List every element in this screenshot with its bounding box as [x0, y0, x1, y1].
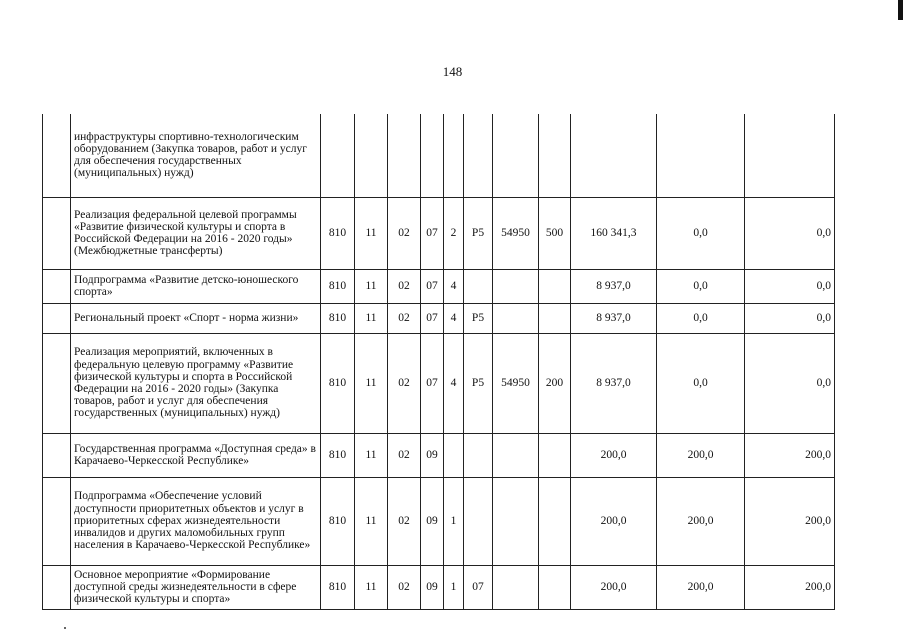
page-number: 148 — [442, 64, 463, 79]
cell-cs2: 4 — [444, 303, 464, 333]
cell-cs1: 07 — [421, 269, 444, 303]
cell-ved — [321, 114, 355, 197]
cell-rz: 11 — [355, 303, 388, 333]
cell-rz: 11 — [355, 333, 388, 433]
row-name-cell: Государственная программа «Доступная среда» в Карачаево-Черкесской Республике» — [71, 433, 321, 477]
cell-cs1: 07 — [421, 303, 444, 333]
cell-sum-2019: 200,0 — [571, 565, 657, 609]
cell-rz: 11 — [355, 269, 388, 303]
scan-speck — [64, 627, 66, 629]
budget-table-body — [43, 114, 835, 609]
table-row — [43, 269, 835, 303]
row-number-cell — [43, 477, 71, 565]
cell-sum-2019: 160 341,3 — [571, 197, 657, 269]
cell-cs1: 09 — [421, 565, 444, 609]
cell-sum-2020 — [657, 114, 745, 197]
cell-cs1: 07 — [421, 333, 444, 433]
cell-cs4 — [493, 269, 539, 303]
cell-cs2: 4 — [444, 269, 464, 303]
cell-rz: 11 — [355, 197, 388, 269]
table-row — [43, 197, 835, 269]
cell-cs4 — [493, 114, 539, 197]
cell-cs3 — [464, 114, 493, 197]
cell-rz: 11 — [355, 433, 388, 477]
cell-pr: 02 — [388, 565, 421, 609]
row-name-cell: Реализация мероприятий, включенных в федеральную целевую программу «Развитие физической культуры и спорта в Российской Федерации на 2016 - 2020 годы» (Закупка товаров, работ и услуг для обеспечения государственных (муниципальных) нужд) — [71, 333, 321, 433]
row-number-cell — [43, 333, 71, 433]
cell-sum-2019: 200,0 — [571, 477, 657, 565]
row-name-cell: Подпрограмма «Обеспечение условий доступности приоритетных объектов и услуг в приоритетных сферах жизнедеятельности инвалидов и других маломобильных групп населения в Карачаево-Черкесской Республике» — [71, 477, 321, 565]
cell-pr: 02 — [388, 197, 421, 269]
cell-sum-2020: 0,0 — [657, 269, 745, 303]
cell-cs2: 1 — [444, 565, 464, 609]
cell-cs3 — [464, 269, 493, 303]
cell-cs1: 07 — [421, 197, 444, 269]
cell-sum-2021: 200,0 — [745, 477, 835, 565]
cell-pr: 02 — [388, 477, 421, 565]
cell-sum-2021: 0,0 — [745, 303, 835, 333]
row-number-cell — [43, 433, 71, 477]
row-name-cell: Подпрограмма «Развитие детско-юношеского спорта» — [71, 269, 321, 303]
cell-rz: 11 — [355, 477, 388, 565]
row-number-cell — [43, 565, 71, 609]
cell-sum-2019: 8 937,0 — [571, 269, 657, 303]
cell-sum-2021: 200,0 — [745, 433, 835, 477]
cell-vr — [539, 433, 571, 477]
cell-sum-2020: 200,0 — [657, 477, 745, 565]
row-number-cell — [43, 114, 71, 197]
cell-rz: 11 — [355, 565, 388, 609]
row-number-cell — [43, 269, 71, 303]
row-name-cell: Региональный проект «Спорт - норма жизни» — [71, 303, 321, 333]
cell-sum-2020: 200,0 — [657, 433, 745, 477]
cell-vr — [539, 269, 571, 303]
row-number-cell — [43, 303, 71, 333]
cell-vr — [539, 565, 571, 609]
table-row — [43, 565, 835, 609]
cell-cs4 — [493, 477, 539, 565]
cell-sum-2019 — [571, 114, 657, 197]
cell-sum-2021: 0,0 — [745, 269, 835, 303]
cell-sum-2021: 200,0 — [745, 565, 835, 609]
cell-sum-2020: 0,0 — [657, 333, 745, 433]
cell-vr — [539, 477, 571, 565]
table-row — [43, 333, 835, 433]
cell-vr: 500 — [539, 197, 571, 269]
cell-cs3 — [464, 477, 493, 565]
cell-cs4 — [493, 565, 539, 609]
cell-cs2: 4 — [444, 333, 464, 433]
row-name-cell: инфраструктуры спортивно-технологическим оборудованием (Закупка товаров, работ и услуг для обеспечения государственных (муниципальных) нужд) — [71, 114, 321, 197]
cell-pr: 02 — [388, 269, 421, 303]
cell-pr — [388, 114, 421, 197]
row-number-cell — [43, 197, 71, 269]
cell-rz — [355, 114, 388, 197]
cell-pr: 02 — [388, 303, 421, 333]
cell-sum-2021: 0,0 — [745, 333, 835, 433]
cell-cs3 — [464, 433, 493, 477]
row-name-cell: Реализация федеральной целевой программы «Развитие физической культуры и спорта в Российской Федерации на 2016 - 2020 годы» (Межбюджетные трансферты) — [71, 197, 321, 269]
cell-cs3: P5 — [464, 303, 493, 333]
cell-sum-2020: 0,0 — [657, 303, 745, 333]
cell-vr: 200 — [539, 333, 571, 433]
cell-cs4 — [493, 433, 539, 477]
cell-cs3: P5 — [464, 333, 493, 433]
cell-ved: 810 — [321, 269, 355, 303]
cell-cs3: P5 — [464, 197, 493, 269]
cell-sum-2021: 0,0 — [745, 197, 835, 269]
cell-cs2 — [444, 433, 464, 477]
cell-ved: 810 — [321, 565, 355, 609]
scan-edge-mark — [898, 0, 903, 20]
cell-ved: 810 — [321, 303, 355, 333]
cell-cs4 — [493, 303, 539, 333]
cell-cs2 — [444, 114, 464, 197]
cell-sum-2019: 200,0 — [571, 433, 657, 477]
budget-table — [42, 114, 835, 610]
cell-cs1: 09 — [421, 433, 444, 477]
table-row — [43, 114, 835, 197]
cell-ved: 810 — [321, 197, 355, 269]
cell-cs4: 54950 — [493, 333, 539, 433]
cell-vr — [539, 114, 571, 197]
cell-ved: 810 — [321, 477, 355, 565]
cell-cs1 — [421, 114, 444, 197]
cell-ved: 810 — [321, 433, 355, 477]
cell-pr: 02 — [388, 433, 421, 477]
table-row — [43, 433, 835, 477]
cell-cs3: 07 — [464, 565, 493, 609]
table-row — [43, 303, 835, 333]
cell-vr — [539, 303, 571, 333]
cell-sum-2019: 8 937,0 — [571, 333, 657, 433]
cell-sum-2020: 0,0 — [657, 197, 745, 269]
cell-cs1: 09 — [421, 477, 444, 565]
cell-sum-2019: 8 937,0 — [571, 303, 657, 333]
cell-sum-2020: 200,0 — [657, 565, 745, 609]
row-name-cell: Основное мероприятие «Формирование доступной среды жизнедеятельности в сфере физической культуры и спорта» — [71, 565, 321, 609]
cell-pr: 02 — [388, 333, 421, 433]
cell-cs2: 1 — [444, 477, 464, 565]
cell-ved: 810 — [321, 333, 355, 433]
table-row — [43, 477, 835, 565]
cell-cs4: 54950 — [493, 197, 539, 269]
cell-sum-2021 — [745, 114, 835, 197]
cell-cs2: 2 — [444, 197, 464, 269]
